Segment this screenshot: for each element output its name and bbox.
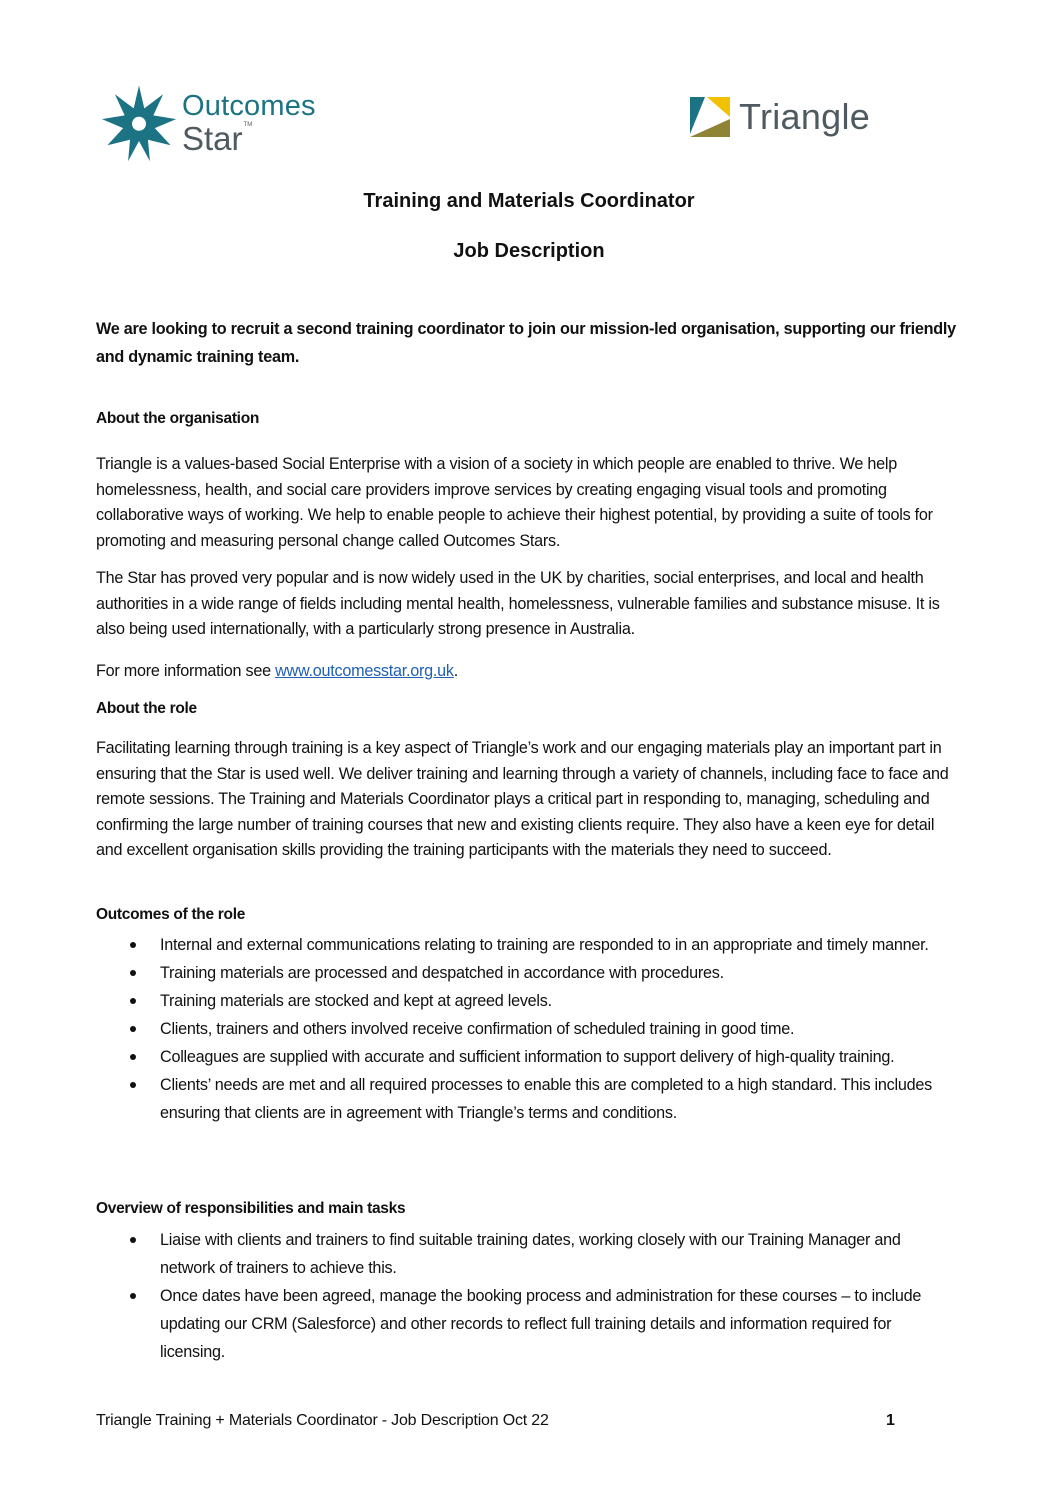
more-info-suffix: . xyxy=(453,662,459,680)
outcome-item: Training materials are stocked and kept at agreed levels. xyxy=(96,987,956,1015)
logo-text-outcomes: Outcomes xyxy=(182,89,316,122)
outcomes-star-wordmark xyxy=(182,89,316,157)
outcomes-star-website-link[interactable]: www.outcomesstar.org.uk xyxy=(275,662,454,680)
logo-text-star: Star™ xyxy=(182,119,253,157)
outcome-item: Clients, trainers and others involved receive confirmation of scheduled training in good time. xyxy=(96,1015,956,1043)
heading-about-organisation: About the organisation xyxy=(96,410,260,427)
page-footer: Triangle Training + Materials Coordinator - Job Description Oct 22 xyxy=(96,1412,549,1429)
about-role-paragraph: Facilitating learning through training is a key aspect of Triangle’s work and our engaging materials play an important part in ensuring that the Star is used well. We deliver training and learning through a variety of channels, including face to face and remote sessions. The Training and Materials Coordinator plays a critical part in responding to, managing, scheduling and confirming the large number of training courses that new and existing clients require. They also have a keen eye for detail and excellent organisation skills providing the training participants with the materials they need to succeed. xyxy=(96,739,949,859)
triangle-mark-icon xyxy=(690,97,730,137)
outcomes-star-logo xyxy=(100,84,316,162)
triangle-logo xyxy=(690,96,870,138)
star-icon xyxy=(100,84,178,162)
more-info-prefix: For more information see xyxy=(96,662,276,680)
outcome-item: Training materials are processed and despatched in accordance with procedures. xyxy=(96,959,956,987)
outcome-item: Internal and external communications relating to training are responded to in an appropriate and timely manner. xyxy=(96,931,956,959)
heading-about-role: About the role xyxy=(96,700,197,717)
outcome-item: Clients’ needs are met and all required processes to enable this are completed to a high standard. This includes ensuring that clients are in agreement with Triangle’s terms and conditions. xyxy=(96,1071,956,1127)
responsibility-item: Once dates have been agreed, manage the booking process and administration for these courses – to include updating our CRM (Salesforce) and other records to reflect full training details and information required for licensing. xyxy=(96,1282,956,1366)
heading-outcomes-of-role: Outcomes of the role xyxy=(96,906,246,923)
about-organisation-paragraph-1: Triangle is a values-based Social Enterprise with a vision of a society in which people are enabled to thrive. We help homelessness, health, and social care providers improve services by creating engaging visual tools and promoting collaborative ways of working. We help to enable people to achieve their highest potential, by providing a suite of tools for promoting and measuring personal change called Outcomes Stars. xyxy=(96,455,933,550)
trademark-mark: TM xyxy=(243,121,253,128)
heading-responsibilities: Overview of responsibilities and main tasks xyxy=(96,1200,406,1217)
logo-text-triangle: Triangle xyxy=(739,96,871,137)
outcomes-list xyxy=(96,931,956,1127)
page-number: 1 xyxy=(886,1412,895,1429)
responsibility-item: Liaise with clients and trainers to find suitable training dates, working closely with our Training Manager and network of trainers to achieve this. xyxy=(96,1226,956,1282)
responsibilities-list xyxy=(96,1226,956,1366)
outcome-item: Colleagues are supplied with accurate and sufficient information to support delivery of high-quality training. xyxy=(96,1043,956,1071)
about-organisation-paragraph-2: The Star has proved very popular and is now widely used in the UK by charities, social enterprises, and local and health authorities in a wide range of fields including mental health, homelessness, vulnerable families and substance misuse. It is also being used internationally, with a particularly strong presence in Australia. xyxy=(96,569,940,638)
intro-paragraph: We are looking to recruit a second training coordinator to join our mission-led organisation, supporting our friendly and dynamic training team. xyxy=(96,320,956,366)
document-subtitle: Job Description xyxy=(453,240,605,262)
document-title: Training and Materials Coordinator xyxy=(363,190,695,212)
more-info-line xyxy=(96,659,956,685)
